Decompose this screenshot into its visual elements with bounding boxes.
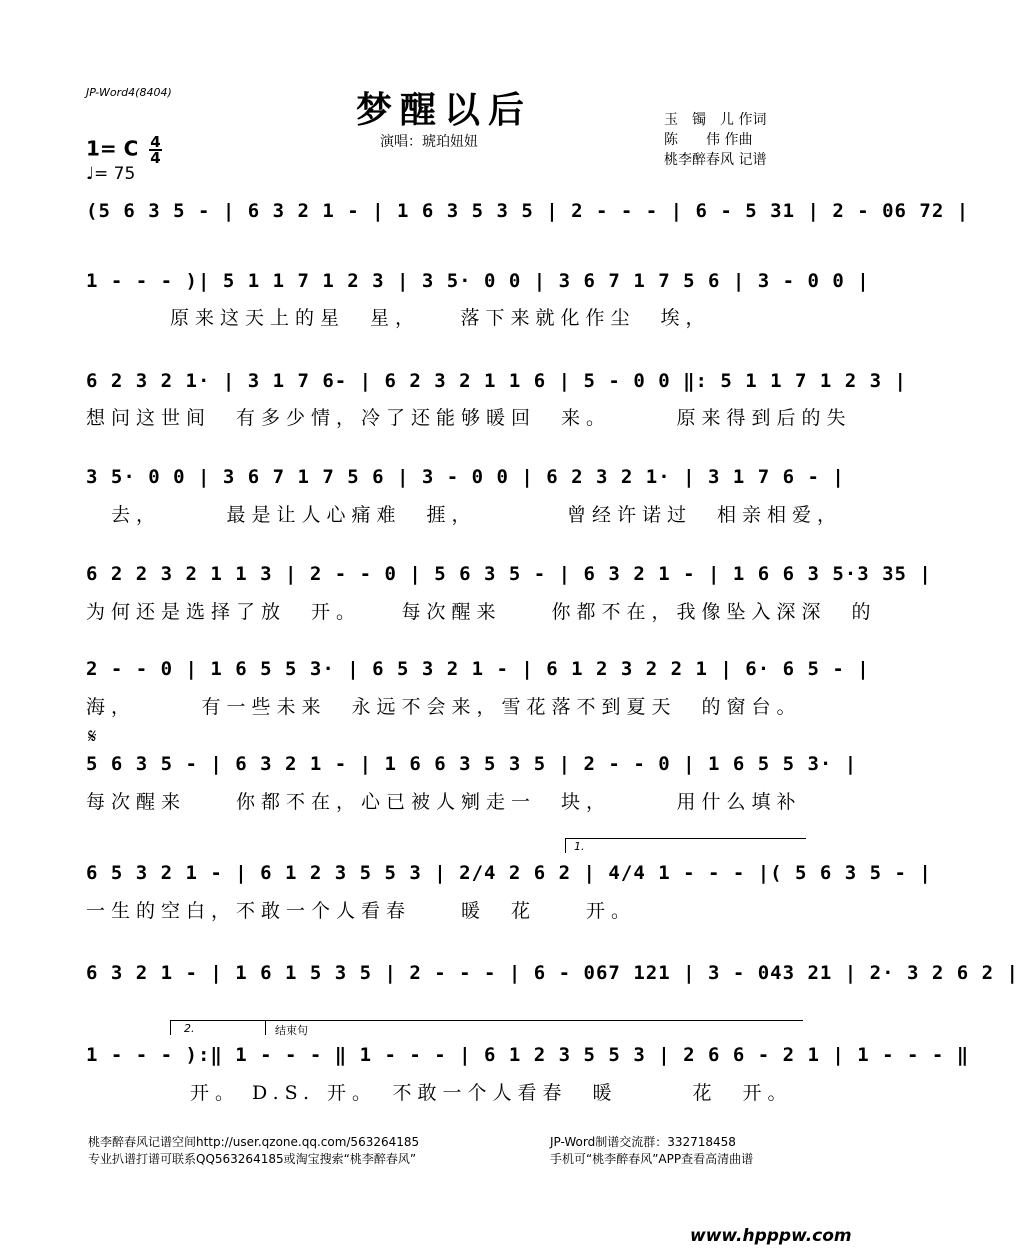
tempo-marking: ♩= 75 (86, 164, 136, 184)
staff-2-notes: 1 - - - )| 5 1 1 7 1 2 3 | 3 5· 0 0 | 3 6 7 1 7 5 6 | 3 - 0 0 | (86, 270, 870, 292)
key-label: 1= C (86, 136, 139, 161)
credits-block (664, 110, 766, 170)
staff-10-lyrics: 开。 D.S. 开。 不敢一个人看春 暖 花 开。 (190, 1082, 793, 1104)
volta-2-label: 2. (184, 1022, 195, 1035)
staff-5-lyrics: 为何还是选择了放 开。 每次醒来 你都不在，我像坠入深深 的 (86, 601, 877, 623)
lyricist-credit: 玉 镯 儿 作词 (664, 112, 767, 128)
coda-bracket (265, 1020, 803, 1035)
singer-credit: 演唱：琥珀妞妞 (380, 134, 478, 150)
key-signature (86, 135, 162, 165)
staff-6-lyrics: 海， 有一些未来 永远不会来，雪花落不到夏天 的窗台。 (86, 696, 802, 718)
site-watermark: www.hpppw.com (690, 1226, 852, 1246)
staff-4-notes: 3 5· 0 0 | 3 6 7 1 7 5 6 | 3 - 0 0 | 6 2 3 2 1· | 3 1 7 6 - | (86, 466, 845, 488)
segno-sign: 𝄋 (88, 724, 97, 748)
staff-5-notes: 6 2 2 3 2 1 1 3 | 2 - - 0 | 5 6 3 5 - | 6 3 2 1 - | 1 6 6 3 5·3 35 | (86, 563, 932, 585)
staff-3-notes: 6 2 3 2 1· | 3 1 7 6- | 6 2 3 2 1 1 6 | 5 - 0 0 ‖: 5 1 1 7 1 2 3 | (86, 370, 907, 392)
staff-6-notes: 2 - - 0 | 1 6 5 5 3· | 6 5 3 2 1 - | 6 1 2 3 2 2 1 | 6· 6 5 - | (86, 658, 870, 680)
volta-1-bracket (565, 838, 806, 853)
footer-right-line2: 手机可“桃李醉春风”APP查看高清曲谱 (550, 1152, 754, 1166)
staff-2-lyrics: 原来这天上的星 星， 落下来就化作尘 埃， (170, 307, 711, 329)
staff-8-notes: 6 5 3 2 1 - | 6 1 2 3 5 5 3 | 2/4 2 6 2 | 4/4 1 - - - |( 5 6 3 5 - | (86, 862, 932, 884)
volta-1-label: 1. (574, 840, 585, 853)
footer-left-line1: 桃李醉春风记谱空间http://user.qzone.qq.com/563264185 (88, 1135, 420, 1149)
footer-left-line2: 专业扒谱打谱可联系QQ563264185或淘宝搜索“桃李醉春风” (88, 1152, 417, 1166)
coda-label: 结束句 (275, 1024, 308, 1037)
staff-4-lyrics: 去， 最是让人心痛难 捱， 曾经许诺过 相亲相爱， (86, 504, 843, 526)
staff-7-notes: 5 6 3 5 - | 6 3 2 1 - | 1 6 6 3 5 3 5 | 2 - - 0 | 1 6 5 5 3· | (86, 753, 858, 775)
staff-10-notes: 1 - - - ):‖ 1 - - - ‖ 1 - - - | 6 1 2 3 5 5 3 | 2 6 6 - 2 1 | 1 - - - ‖ (86, 1044, 970, 1066)
staff-3-lyrics: 想问这世间 有多少情，冷了还能够暖回 来。 原来得到后的失 (86, 407, 852, 429)
song-title: 梦醒以后 (355, 89, 532, 131)
composer-credit: 陈 伟 作曲 (664, 132, 753, 148)
staff-9-notes: 6 3 2 1 - | 1 6 1 5 3 5 | 2 - - - | 6 - 067 121 | 3 - 043 21 | 2· 3 2 6 2 | (86, 962, 1019, 984)
staff-1-notes: (5 6 3 5 - | 6 3 2 1 - | 1 6 3 5 3 5 | 2 - - - | 6 - 5 31 | 2 - 06 72 | (86, 200, 970, 222)
software-tag: JP-Word4(8404) (86, 86, 172, 99)
time-signature: $\frac{4}{4}$ (150, 133, 161, 167)
transcriber-credit: 桃李醉春风 记谱 (664, 152, 767, 168)
staff-8-lyrics: 一生的空白，不敢一个人看春 暖 花 开。 (86, 900, 637, 922)
staff-7-lyrics: 每次醒来 你都不在，心已被人剜走一 块， 用什么填补 (86, 791, 802, 813)
footer-right-line1: JP-Word制谱交流群：332718458 (550, 1135, 736, 1149)
